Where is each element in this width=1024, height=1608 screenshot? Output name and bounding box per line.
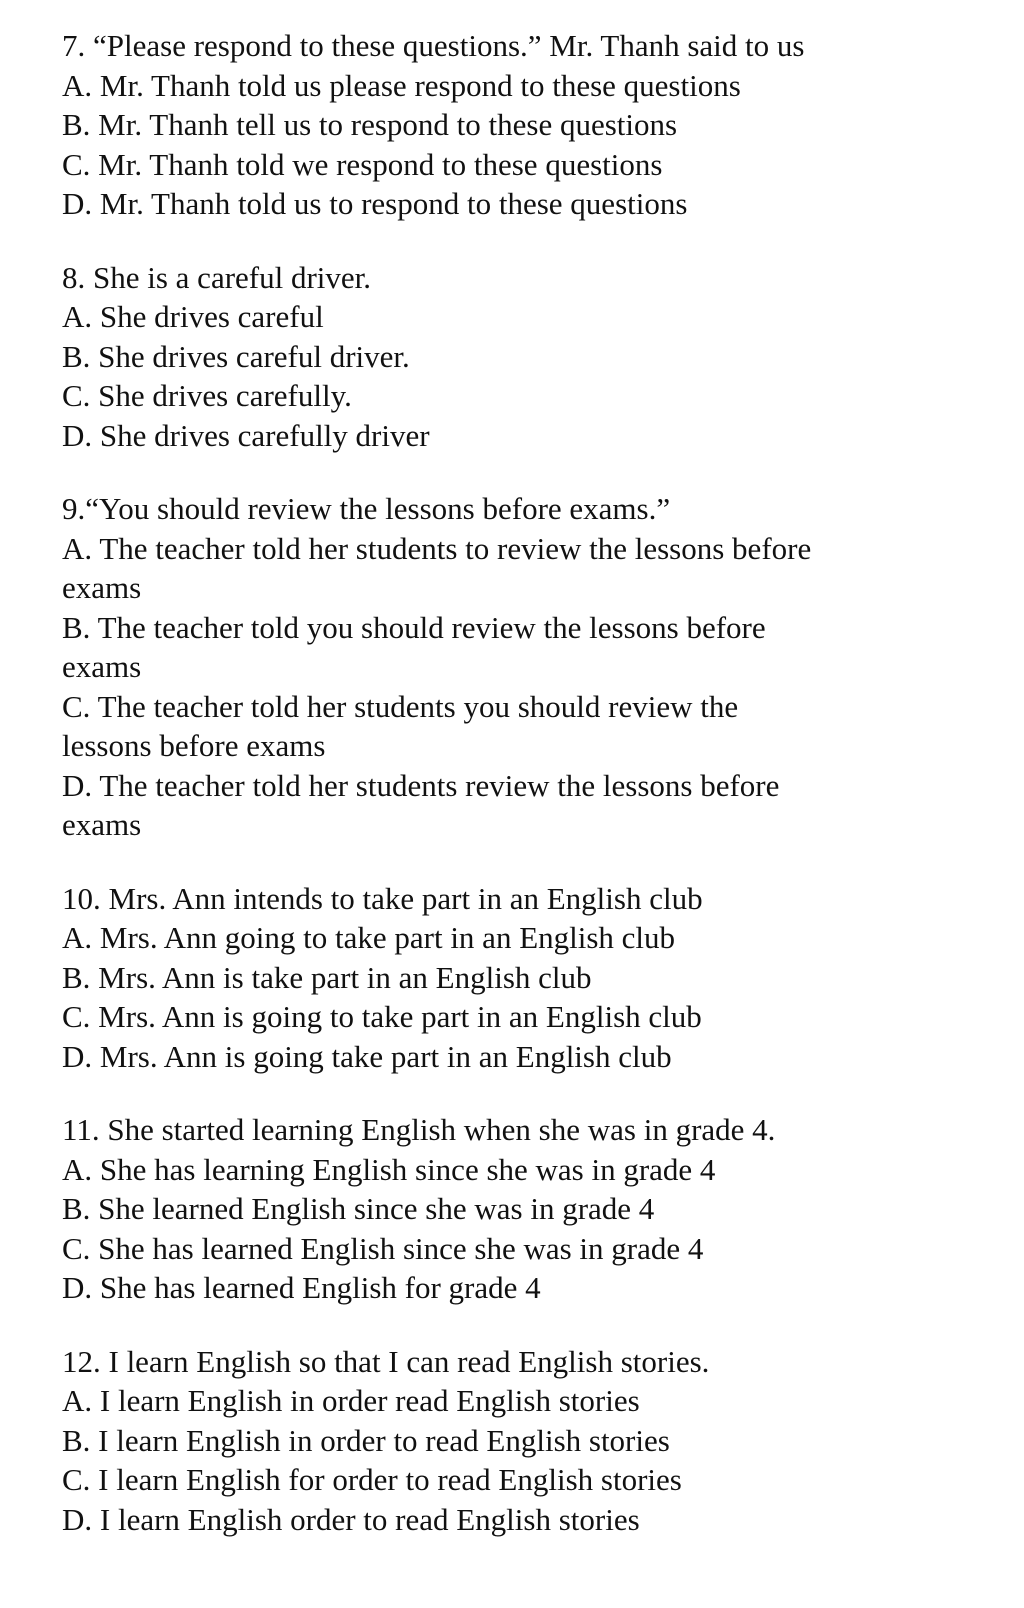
- option-a: A. She drives careful: [62, 299, 324, 334]
- question-11: [62, 1110, 984, 1308]
- question-8: [62, 258, 984, 456]
- option-c: C. Mrs. Ann is going to take part in an English club: [62, 999, 702, 1034]
- option-d: D. The teacher told her students review the lessons before: [62, 767, 780, 803]
- question-prompt: 9.“You should review the lessons before exams.”: [62, 491, 671, 526]
- option-d: D. I learn English order to read English stories: [62, 1501, 640, 1537]
- option-a: A. The teacher told her students to review the lessons before: [62, 530, 812, 566]
- question-prompt: 8. She is a careful driver.: [62, 259, 372, 295]
- option-d: D. She has learned English for grade 4: [62, 1270, 541, 1305]
- option-c: C. She drives carefully.: [62, 378, 352, 413]
- option-b: B. She drives careful driver.: [62, 338, 410, 374]
- option-b: B. The teacher told you should review the lessons before: [62, 609, 766, 645]
- option-c-continued: lessons before exams: [62, 728, 326, 763]
- option-b: B. Mrs. Ann is take part in an English club: [62, 959, 592, 995]
- option-c: C. She has learned English since she was in grade 4: [62, 1230, 704, 1266]
- option-a: A. Mrs. Ann going to take part in an English club: [62, 920, 676, 955]
- question-10: [62, 879, 984, 1077]
- question-prompt: 11. She started learning English when she was in grade 4.: [62, 1112, 776, 1147]
- option-d-continued: exams: [62, 807, 142, 842]
- option-b: B. Mr. Thanh tell us to respond to these questions: [62, 107, 678, 142]
- question-12: [62, 1342, 984, 1540]
- option-d: D. She drives carefully driver: [62, 417, 430, 453]
- option-c: C. The teacher told her students you should review the: [62, 688, 739, 724]
- option-c: C. I learn English for order to read English stories: [62, 1462, 682, 1497]
- option-b: B. She learned English since she was in grade 4: [62, 1191, 655, 1226]
- option-c: C. Mr. Thanh told we respond to these questions: [62, 146, 663, 182]
- question-7: [62, 26, 984, 224]
- option-d: D. Mrs. Ann is going take part in an English club: [62, 1038, 672, 1074]
- option-a: A. I learn English in order read English stories: [62, 1383, 640, 1418]
- question-prompt: 12. I learn English so that I can read English stories.: [62, 1343, 710, 1379]
- option-b: B. I learn English in order to read English stories: [62, 1422, 670, 1458]
- option-a: A. Mr. Thanh told us please respond to these questions: [62, 67, 741, 103]
- question-prompt: 7. “Please respond to these questions.” Mr. Thanh said to us: [62, 28, 805, 63]
- option-a: A. She has learning English since she was in grade 4: [62, 1151, 716, 1187]
- option-a-continued: exams: [62, 570, 142, 605]
- question-prompt: 10. Mrs. Ann intends to take part in an English club: [62, 880, 703, 916]
- option-d: D. Mr. Thanh told us to respond to these questions: [62, 186, 688, 221]
- question-9: [62, 489, 984, 845]
- option-b-continued: exams: [62, 649, 142, 684]
